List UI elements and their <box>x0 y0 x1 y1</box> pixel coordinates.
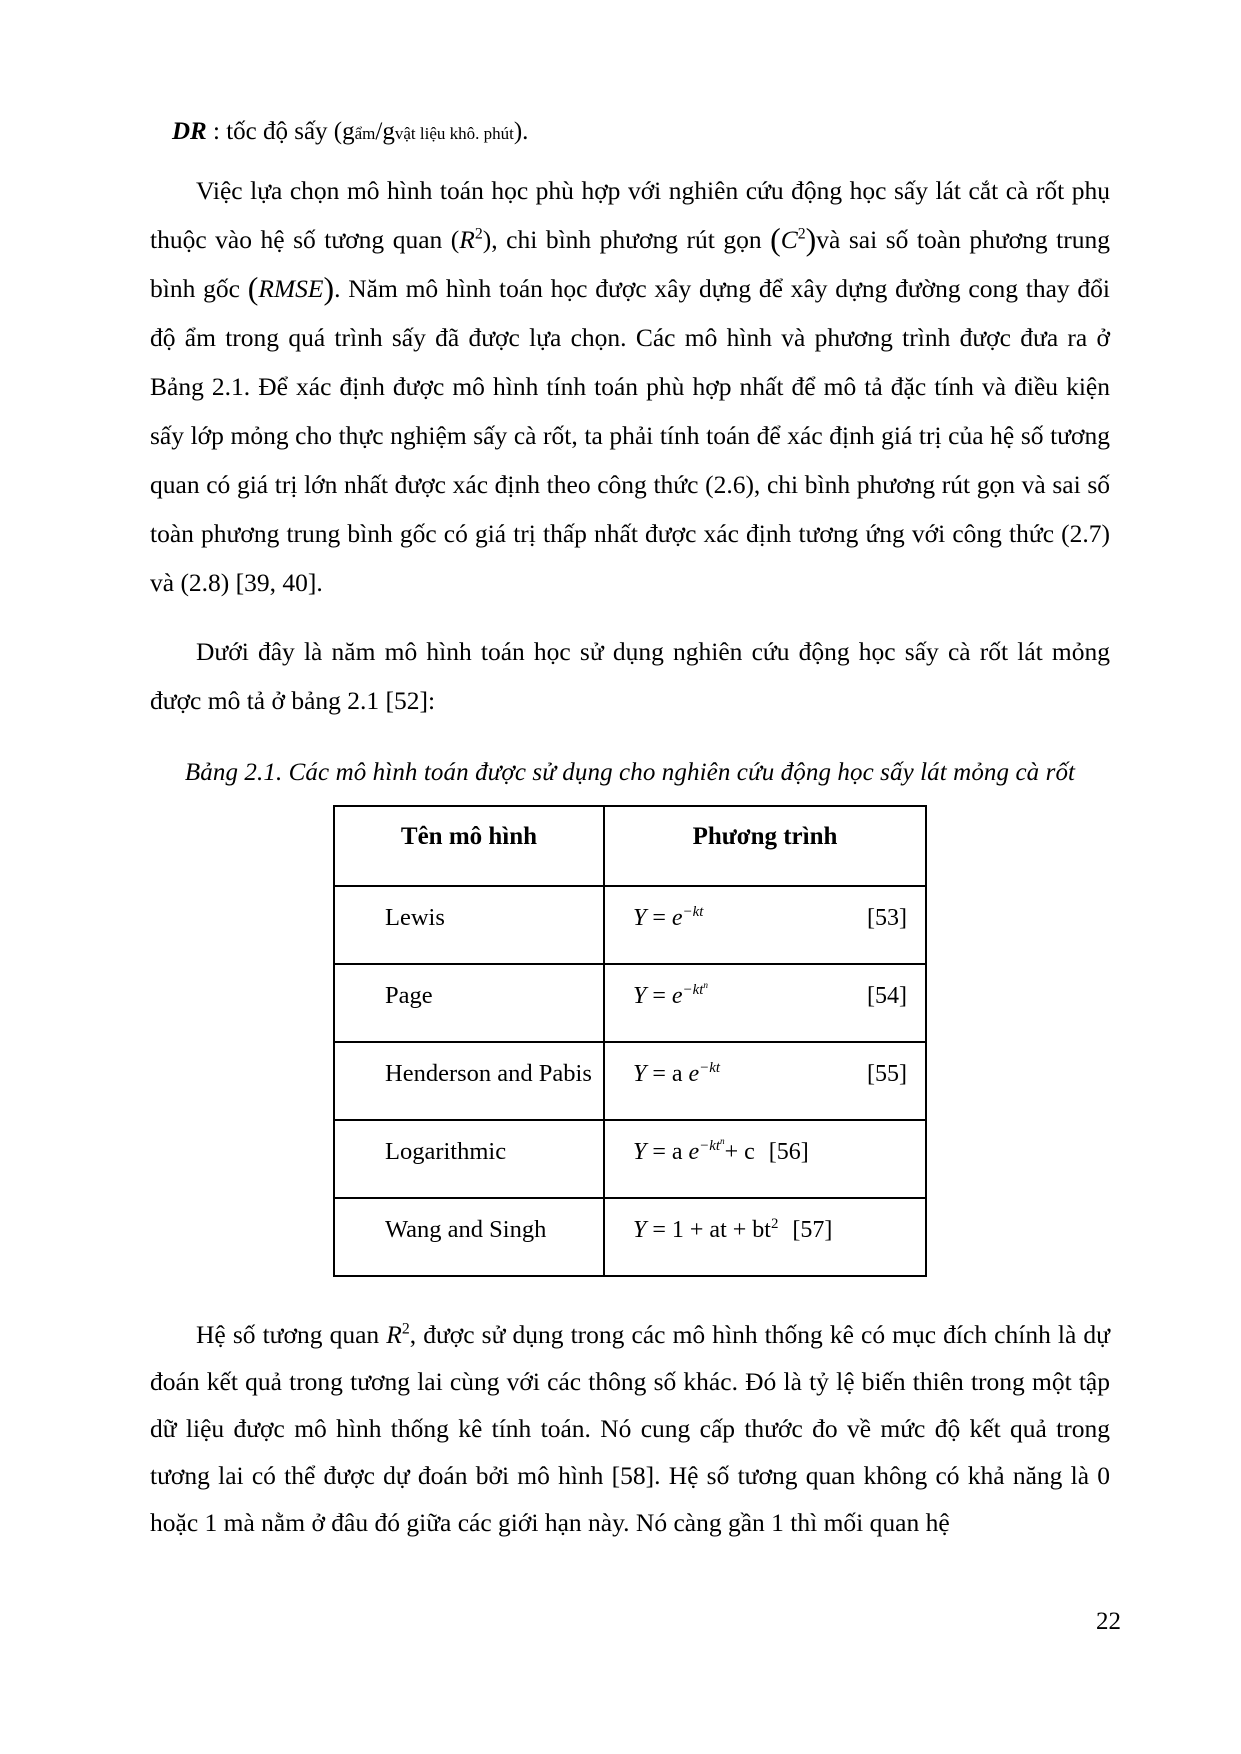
equation-lewis: $Y = e^{-kt}$ <box>633 903 704 931</box>
para1-segment-1: Việc lựa chọn mô hình toán học phù hợp với nghiên cứu động học sấy lát cắt cà rốt phụ thuộc vào hệ số tương quan ( <box>150 176 1110 254</box>
equation-reference-wang: [57] <box>792 1216 833 1243</box>
para1-symbol-c-exponent: 2 <box>797 225 806 243</box>
definition-text-after: ). <box>513 118 529 145</box>
table-row <box>334 886 926 964</box>
cell-equation-logarithmic <box>604 1120 926 1198</box>
paragraph-spacer-1 <box>150 607 1110 627</box>
table-bottom-spacer <box>150 1277 1110 1311</box>
definition-slash: /g <box>375 118 395 145</box>
cell-model-name-henderson: Henderson and Pabis <box>334 1042 604 1120</box>
para1-close-paren-rmse: ) <box>323 271 335 307</box>
equation-reference-henderson: [55] <box>867 1060 907 1087</box>
definition-subscript-1: ẩm <box>354 124 376 143</box>
definition-separator: : <box>206 118 227 145</box>
table-caption: Bảng 2.1. Các mô hình toán được sử dụng cho nghiên cứu động học sấy lát mỏng cà rốt <box>184 759 1076 787</box>
para1-close-paren-c: ) <box>805 222 817 258</box>
cell-equation-page <box>604 964 926 1042</box>
cell-equation-lewis <box>604 886 926 964</box>
symbol-definition-line <box>150 112 1110 154</box>
table-row <box>334 1042 926 1120</box>
paragraph-five-models: Dưới đây là năm mô hình toán học sử dụng nghiên cứu động học sấy cà rốt lát mỏng được mô tả ở bảng 2.1 [52]: <box>150 637 1110 716</box>
para1-segment-2: ), chi bình phương rút gọn <box>482 225 771 254</box>
models-table-wrapper <box>150 805 1110 1277</box>
para1-segment-3: và sai số toàn phương trung bình gốc <box>150 225 1110 304</box>
page-content <box>150 112 1110 1546</box>
para1-open-paren-rmse: ( <box>247 271 259 307</box>
equation-page: $Y = e^{-kt^n}$ <box>633 979 708 1009</box>
equation-wang: Y = 1 + at + $bt^2$ <box>633 1215 779 1243</box>
symbol-dr: DR <box>172 118 207 145</box>
cell-model-name-lewis: Lewis <box>334 886 604 964</box>
definition-subscript-2: vật liệu khô. phút <box>394 124 514 143</box>
para3-symbol-r-exponent: 2 <box>401 1320 410 1338</box>
cell-equation-wang <box>604 1198 926 1276</box>
paragraph-correlation-coefficient <box>150 1311 1110 1546</box>
para3-segment-1: Hệ số tương quan <box>196 1320 387 1350</box>
cell-model-name-page: Page <box>334 964 604 1042</box>
paragraph-model-selection <box>150 166 1110 607</box>
equation-henderson: Y = a $e^{-kt}$ <box>633 1059 720 1087</box>
equation-reference-page: [54] <box>867 982 907 1009</box>
para1-symbol-r-exponent: 2 <box>474 225 483 243</box>
page-number: 22 <box>1096 1608 1121 1635</box>
para1-symbol-c: C <box>780 225 798 254</box>
para3-segment-2: , được sử dụng trong các mô hình thống kê có mục đích chính là dự đoán kết quả trong tương lai cùng với các thông số khác. Đó là tỷ lệ biến thiên trong một tập dữ liệu được mô hình thống kê tính toán. Nó cung cấp thước đo về mức độ kết quả trong tương lai có thể được dự đoán bởi mô hình [58]. Hệ số tương quan không có khả năng là 0 hoặc 1 mà nằm ở đâu đó giữa các giới hạn này. Nó càng gần 1 thì mối quan hệ <box>150 1320 1110 1538</box>
para1-symbol-rmse: RMSE <box>258 274 324 304</box>
para1-segment-4: . Năm mô hình toán học được xây dựng để xây dựng đường cong thay đổi độ ẩm trong quá trình sấy đã được lựa chọn. Các mô hình và phương trình được đưa ra ở Bảng 2.1. Để xác định được mô hình tính toán phù hợp nhất để mô tả đặc tính và điều kiện sấy lớp mỏng cho thực nghiệm sấy cà rốt, ta phải tính toán để xác định giá trị của hệ số tương quan có giá trị lớn nhất được xác định theo công thức (2.6), chi bình phương rút gọn và sai số toàn phương trung bình gốc có giá trị thấp nhất được xác định tương ứng với công thức (2.7) và (2.8) [39, 40]. <box>150 274 1110 598</box>
cell-model-name-wang: Wang and Singh <box>334 1198 604 1276</box>
equation-logarithmic: Y = a $e^{-kt^n}+ c$ <box>633 1135 755 1165</box>
table-row <box>334 1120 926 1198</box>
equation-reference-logarithmic: [56] <box>768 1138 809 1165</box>
para1-symbol-r: R <box>459 225 475 254</box>
para1-open-paren-c: ( <box>770 222 781 258</box>
column-header-model-name: Tên mô hình <box>334 806 604 886</box>
table-row <box>334 964 926 1042</box>
definition-text-before: tốc độ sấy (g <box>226 118 355 145</box>
column-header-equation: Phương trình <box>604 806 926 886</box>
models-table <box>333 805 927 1277</box>
cell-equation-henderson <box>604 1042 926 1120</box>
table-header-row <box>334 806 926 886</box>
table-row <box>334 1198 926 1276</box>
para3-symbol-r: R <box>386 1320 402 1350</box>
equation-reference-lewis: [53] <box>867 904 907 931</box>
cell-model-name-logarithmic: Logarithmic <box>334 1120 604 1198</box>
